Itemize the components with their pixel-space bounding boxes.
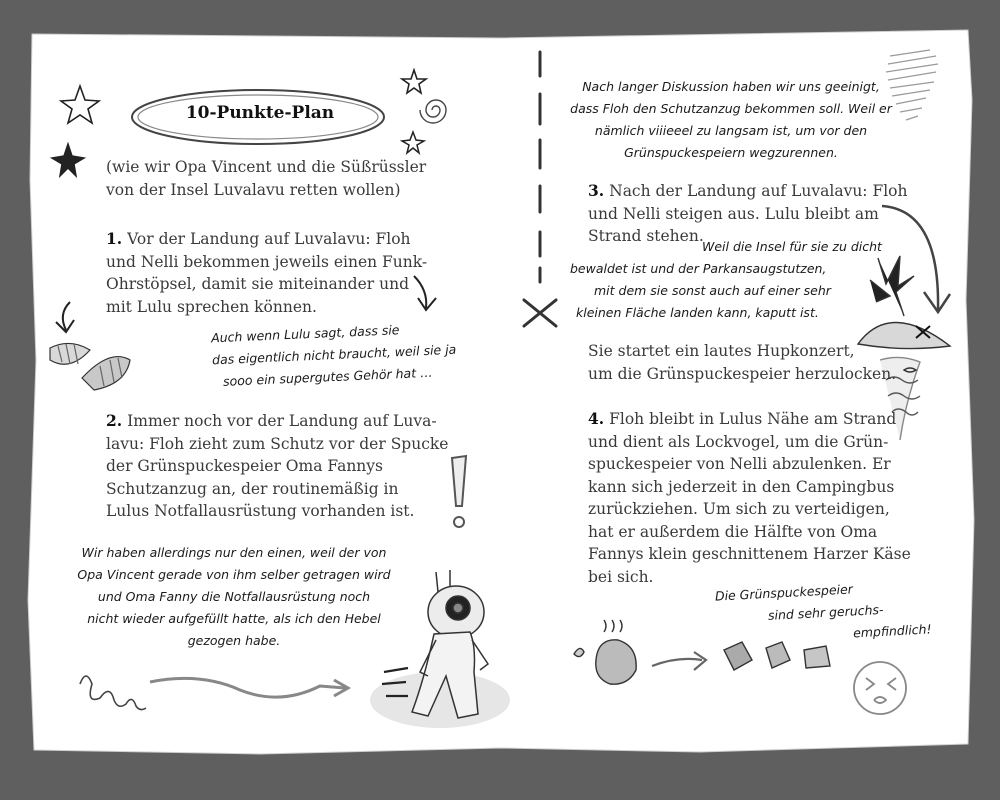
text-line: Lulus Notfallausrüstung vorhanden ist. [106, 502, 415, 520]
text-line: Strand stehen. [588, 227, 704, 245]
exclamation-icon [452, 456, 466, 527]
handwritten-note-2 [64, 542, 404, 652]
text-line: von der Insel Luvalavu retten wollen) [106, 180, 401, 199]
plan-point-1 [106, 228, 427, 318]
text-line: spuckespeier von Nelli abzulenken. Er [588, 455, 891, 473]
squiggle-line [150, 678, 348, 697]
text-line: und Nelli steigen aus. Lulu bleibt am [588, 204, 879, 223]
text-line: und dient als Lockvogel, um die Grün- [588, 432, 889, 451]
point-number: 3. [588, 181, 605, 200]
text-line: Floh bleibt in Lulus Nähe am Strand [609, 410, 897, 428]
intro-text [106, 156, 426, 201]
text-line: lavu: Floh zieht zum Schutz vor der Spucke [106, 434, 449, 453]
note-line: dass Floh den Schutzanzug bekommen soll. Weil er [570, 101, 892, 116]
grimace-face-icon [854, 662, 906, 714]
text-line: Nach der Landung auf Luvalavu: Floh [609, 182, 908, 200]
handwritten-note-top [556, 76, 906, 164]
note-line: Grünspuckespeiern wegzurennen. [624, 145, 838, 160]
note-line: sind sehr geruchs- [767, 601, 884, 623]
spiral-icon [420, 100, 446, 123]
note-line: Nach langer Diskussion haben wir uns geeinigt, [582, 79, 880, 94]
divider-dashes [524, 52, 556, 326]
note-line: und Oma Fanny die Notfallausrüstung noch [97, 589, 371, 604]
text-line: Sie startet ein lautes Hupkonzert, [588, 342, 855, 360]
scribble-loops-icon [80, 676, 146, 710]
text-line: (wie wir Opa Vincent und die Süßrüssler [106, 158, 427, 176]
note-line: Die Grünspuckespeier [714, 581, 854, 604]
text-line: Vor der Landung auf Luvalavu: Floh [127, 230, 411, 248]
note-line: mit dem sie sonst auch auf einer sehr [594, 283, 831, 298]
note-line: Wir haben allerdings nur den einen, weil der von [81, 545, 387, 560]
handwritten-note-1 [211, 317, 458, 394]
point-number: 4. [588, 409, 605, 428]
note-line: kleinen Fläche landen kann, kaputt ist. [576, 305, 819, 320]
text-line: Fannys klein geschnittenem Harzer Käse [588, 545, 911, 563]
earplug-icon [50, 343, 130, 390]
text-line: bei sich. [588, 567, 654, 586]
plan-point-2 [106, 410, 448, 523]
note-line: nicht wieder aufgefüllt hatte, als ich den Hebel [87, 611, 381, 626]
note-line: bewaldet ist und der Parkansaugstutzen, [570, 261, 827, 276]
point-number: 1. [106, 229, 123, 248]
handwritten-note-3 [570, 236, 900, 324]
text-line: hat er außerdem die Hälfte von Oma [588, 522, 878, 541]
note-line: empfindlich! [852, 621, 932, 641]
note-line: sooo ein supergutes Gehör hat … [222, 364, 433, 389]
point-number: 2. [106, 411, 123, 430]
text-line: und Nelli bekommen jeweils einen Funk- [106, 252, 428, 271]
note-line: Auch wenn Lulu sagt, dass sie [210, 322, 400, 346]
plan-point-3-continued [588, 340, 896, 385]
text-line: mit Lulu sprechen können. [106, 297, 317, 316]
note-line: Opa Vincent gerade von ihm selber getragen wird [77, 567, 391, 582]
note-line: das eigentlich nicht braucht, weil sie ja [211, 341, 457, 368]
note-line: gezogen habe. [187, 633, 281, 648]
text-line: Schutzanzug an, der routinemäßig in [106, 479, 399, 498]
plan-point-4 [588, 408, 911, 588]
text-line: Immer noch vor der Landung auf Luva- [127, 412, 437, 430]
page-title: 10-Punkte-Plan [185, 103, 335, 123]
handwritten-note-4 [714, 574, 932, 651]
text-line: kann sich jederzeit in den Campingbus [588, 477, 895, 496]
text-line: Ohrstöpsel, damit sie miteinander und [106, 275, 409, 293]
note-line: nämlich viiieeel zu langsam ist, um vor den [594, 123, 868, 138]
note-line: Weil die Insel für sie zu dicht [702, 239, 882, 254]
text-line: um die Grünspuckespeier herzulocken. [588, 364, 897, 383]
text-line: zurückziehen. Um sich zu verteidigen, [588, 500, 890, 518]
text-line: der Grünspuckespeier Oma Fannys [106, 457, 384, 475]
